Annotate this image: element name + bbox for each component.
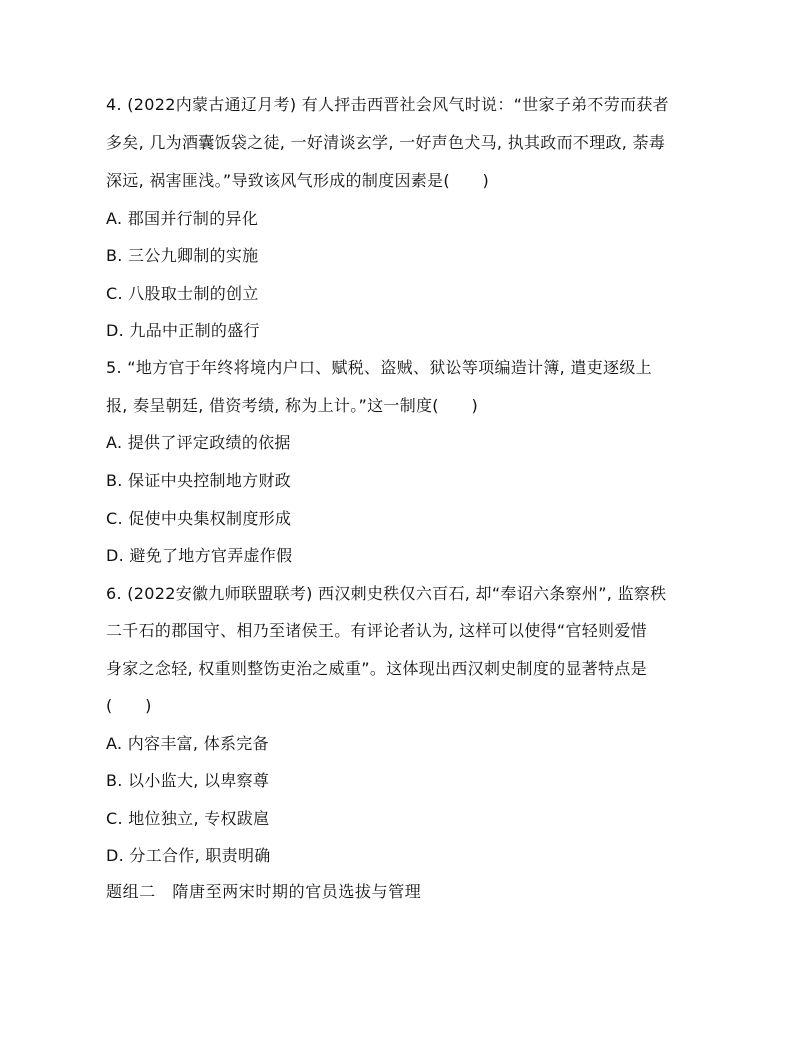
question-6-option-d: D. 分工合作, 职责明确 [106,846,271,865]
question-4-option-b: B. 三公九卿制的实施 [106,246,259,265]
question-4-option-c: C. 八股取士制的创立 [106,284,259,303]
question-4-stem-line-2: 多矣, 几为酒囊饭袋之徒, 一好清谈玄学, 一好声色犬马, 执其政而不理政, 荼毒 [106,133,666,152]
question-5-option-a: A. 提供了评定政绩的依据 [106,433,291,452]
question-5-option-d: D. 避免了地方官弄虚作假 [106,546,293,565]
section-heading: 题组二 隋唐至两宋时期的官员选拔与管理 [106,882,422,901]
question-4-option-d: D. 九品中正制的盛行 [106,321,260,340]
question-6-option-c: C. 地位独立, 专权跋扈 [106,809,270,828]
question-5-option-b: B. 保证中央控制地方财政 [106,471,292,490]
question-6-stem-line-3: 身家之念轻, 权重则整饬吏治之威重”。这体现出西汉刺史制度的显著特点是 [106,659,647,678]
question-5-stem-line-2: 报, 奏呈朝廷, 借资考绩, 称为上计。”这一制度( ) [106,396,478,415]
question-4-stem-line-1: 4. (2022内蒙古通辽月考) 有人抨击西晋社会风气时说：“世家子弟不劳而获者 [106,95,669,114]
question-5-stem-line-1: 5. “地方官于年终将境内户口、赋税、盗贼、狱讼等项编造计簿, 遣吏逐级上 [106,358,652,377]
question-6-stem-line-2: 二千石的郡国守、相乃至诸侯王。有评论者认为, 这样可以使得“官轻则爱惜 [106,621,647,640]
question-4-stem-line-3: 深远, 祸害匪浅。”导致该风气形成的制度因素是( ) [106,171,490,190]
question-6-stem-line-4: ( ) [106,696,152,715]
question-6-option-b: B. 以小监大, 以卑察尊 [106,771,270,790]
question-4-option-a: A. 郡国并行制的异化 [106,209,259,228]
question-5-option-c: C. 促使中央集权制度形成 [106,509,292,528]
question-6-stem-line-1: 6. (2022安徽九师联盟联考) 西汉刺史秩仅六百石, 却“奉诏六条察州”, 监察秩 [106,584,667,603]
question-6-option-a: A. 内容丰富, 体系完备 [106,734,269,753]
